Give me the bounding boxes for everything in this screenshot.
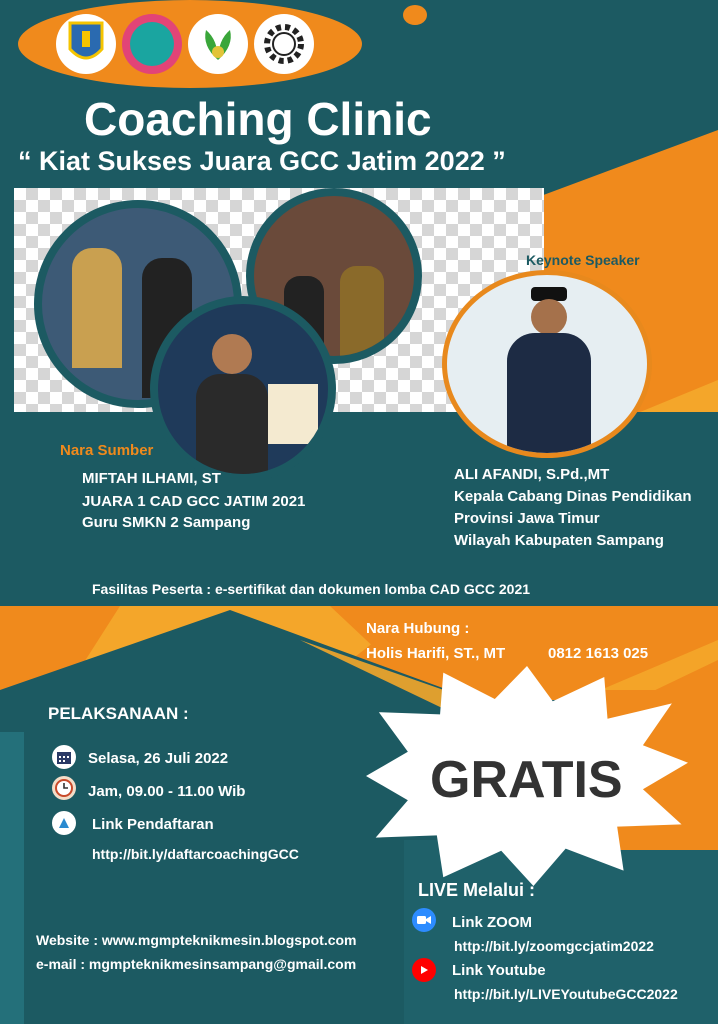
registration-link-url[interactable]: http://bit.ly/daftarcoachingGCC [92,846,299,862]
event-date: Selasa, 26 Juli 2022 [88,750,229,767]
zoom-icon [412,908,436,932]
event-time: Jam, 09.00 - 11.00 Wib [88,783,246,800]
gtk-creative-camp-logo [122,14,182,74]
website-text[interactable]: Website : www.mgmpteknikmesin.blogspot.com [36,932,357,948]
pelaksanaan-heading: PELAKSANAAN : [48,704,189,723]
email-text[interactable]: e-mail : mgmpteknikmesinsampang@gmail.com [36,956,357,972]
registration-link-label: Link Pendaftaran [92,816,214,833]
calendar-icon [52,745,76,769]
clock-icon [52,776,76,800]
keynote-label: Keynote Speaker [526,252,640,268]
zoom-link-url[interactable]: http://bit.ly/zoomgccjatim2022 [454,938,654,954]
nara-sumber-photo [150,296,336,482]
keynote-province: Provinsi Jawa Timur [454,510,600,527]
youtube-link-url[interactable]: http://bit.ly/LIVEYoutubeGCC2022 [454,986,678,1002]
east-java-emblem-logo [56,14,116,74]
speaker-school: Guru SMKN 2 Sampang [82,514,251,531]
speaker-name: MIFTAH ILHAMI, ST [82,470,221,487]
nara-sumber-label: Nara Sumber [60,442,154,459]
zoom-link-label: Link ZOOM [452,914,532,931]
youtube-link-label: Link Youtube [452,962,546,979]
contact-phone: 0812 1613 025 [548,645,649,662]
contact-name: Holis Harifi, ST., MT [366,645,506,662]
live-heading: LIVE Melalui : [418,880,536,900]
youtube-icon [412,958,436,982]
gear-logo [254,14,314,74]
keynote-region: Wilayah Kabupaten Sampang [454,532,664,549]
registration-link-icon [52,811,76,835]
green-leaf-logo [188,14,248,74]
gratis-text: GRATIS [430,751,623,809]
keynote-role: Kepala Cabang Dinas Pendidikan [454,488,692,505]
keynote-name: ALI AFANDI, S.Pd.,MT [454,466,610,483]
page-subtitle: “ Kiat Sukses Juara GCC Jatim 2022 ” [18,146,506,176]
fasilitas-text: Fasilitas Peserta : e-sertifikat dan dokumen lomba CAD GCC 2021 [92,581,531,597]
contact-label: Nara Hubung : [366,620,470,637]
keynote-photo [442,270,652,458]
page-title: Coaching Clinic [84,93,432,145]
speaker-title: JUARA 1 CAD GCC JATIM 2021 [82,493,306,510]
